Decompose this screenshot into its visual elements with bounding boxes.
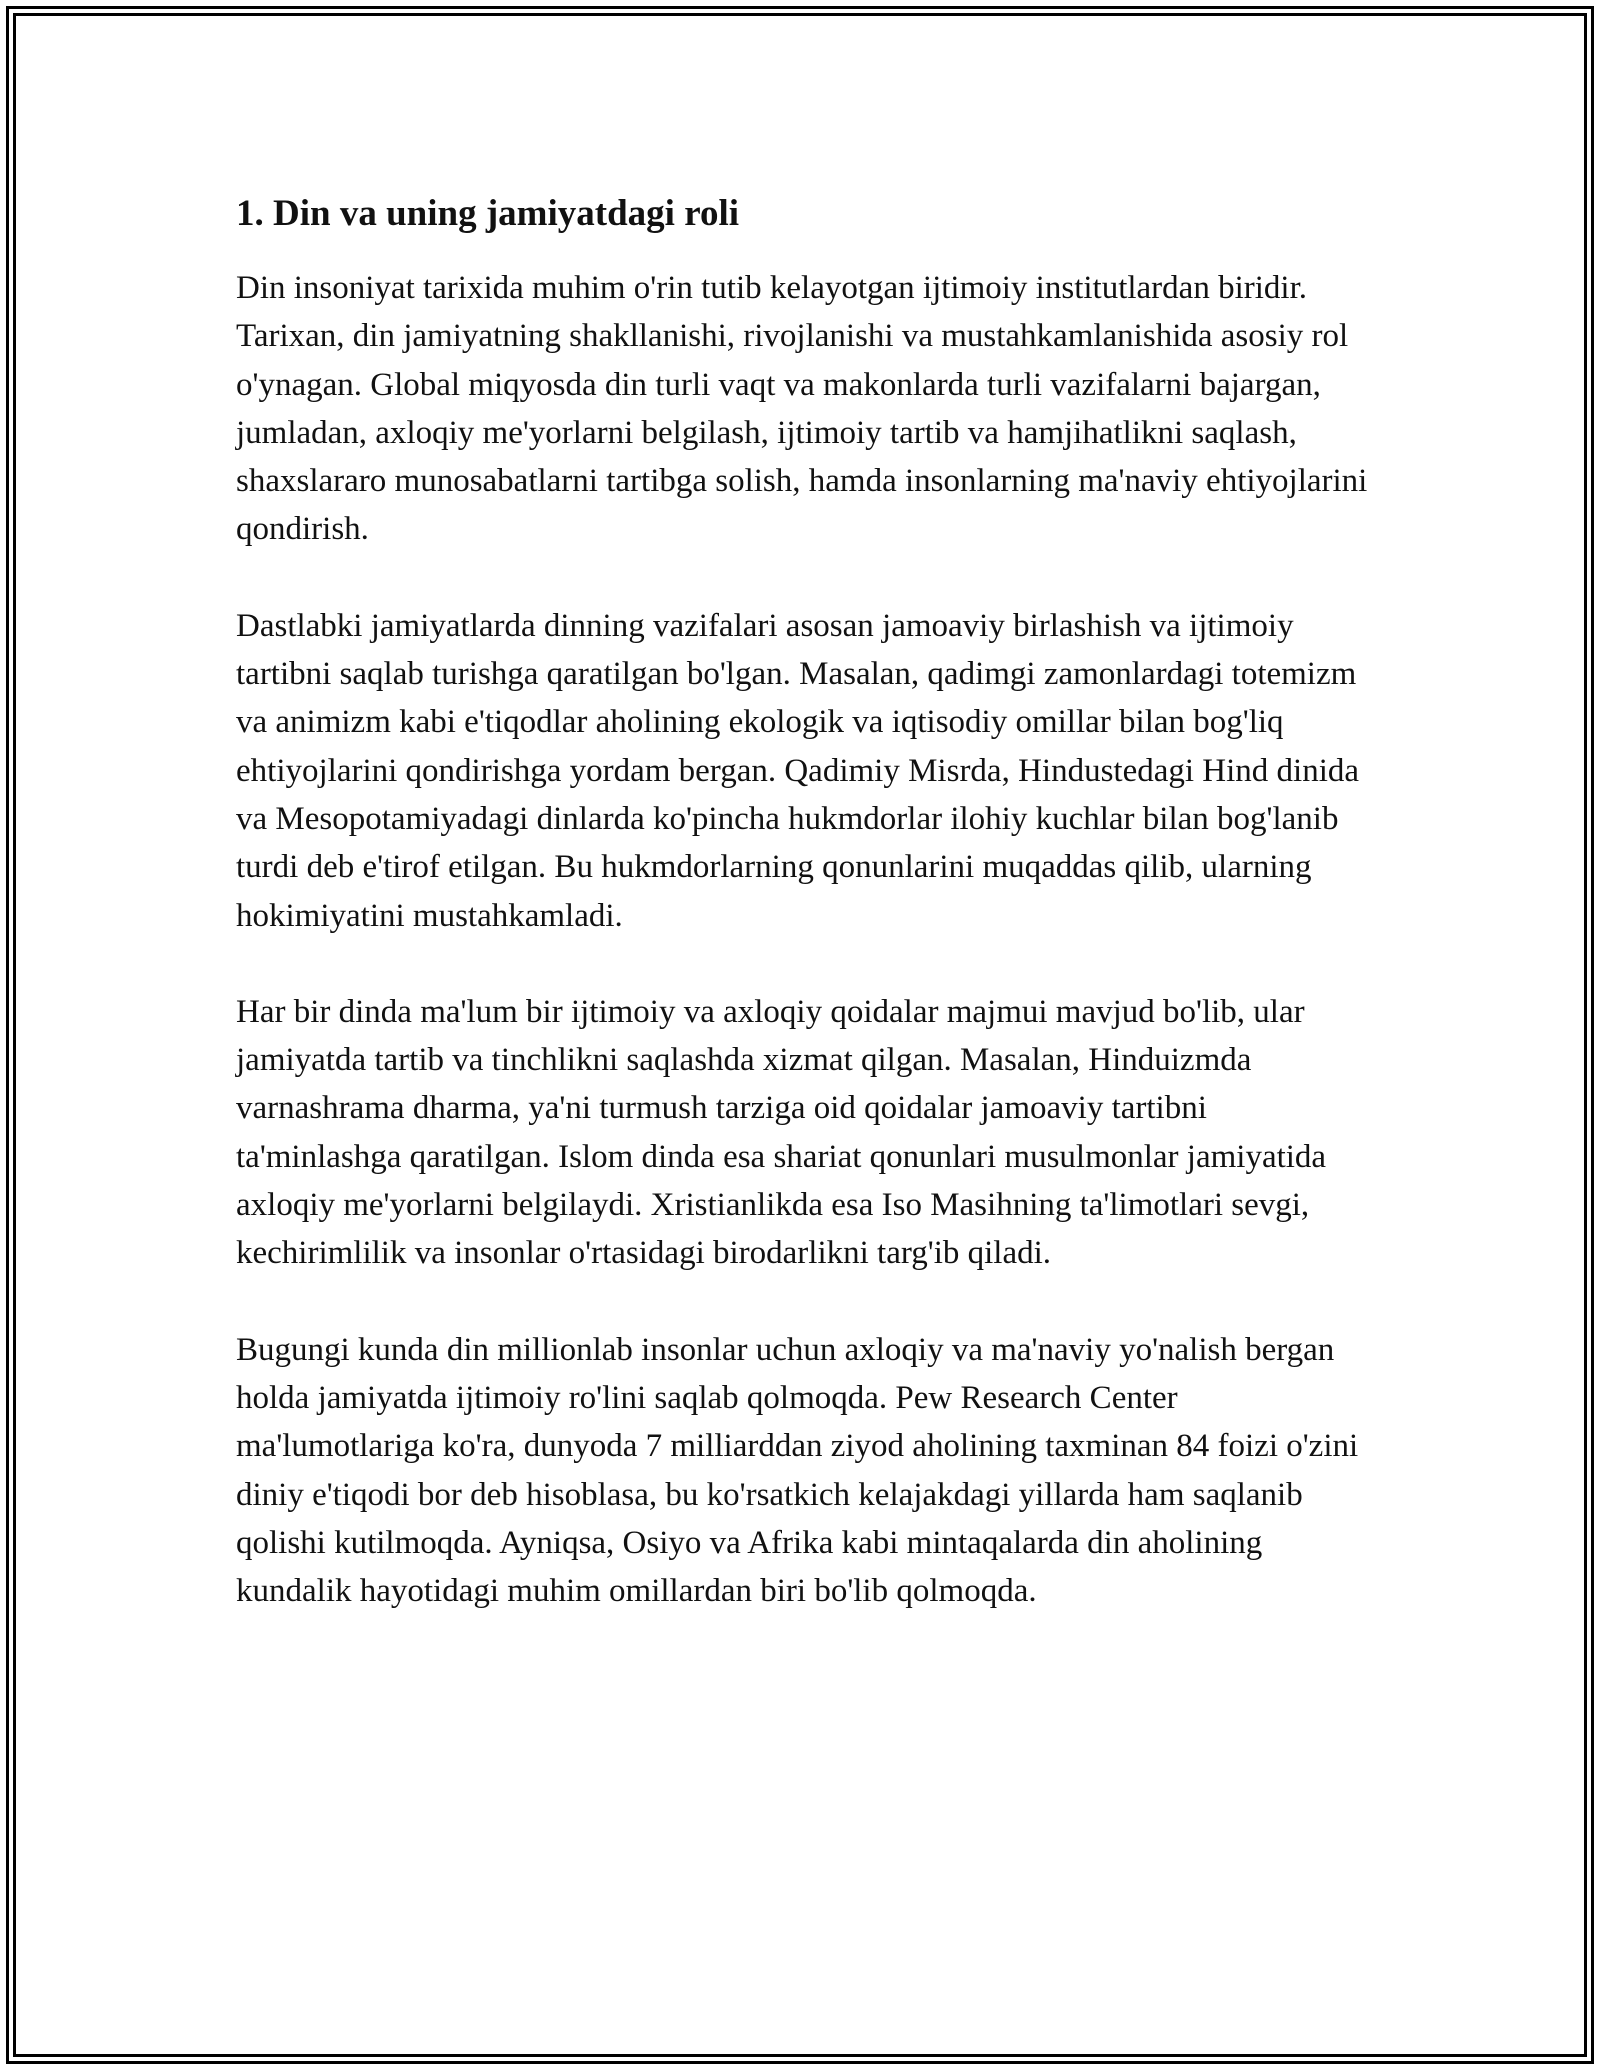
paragraph-1: Din insoniyat tarixida muhim o'rin tutib kelayotgan ijtimoiy institutlardan biridir. Tarixan, din jamiyatning shakllanishi, rivojlanishi va mustahkamlanishida asosiy rol o'ynagan. Global miqyosda din turli vaqt va makonlarda turli vazifalarni bajargan, jumladan, axloqiy me'yorlarni belgilash, ijtimoiy tartib va hamjihatlikni saqlash, shaxslararo munosabatlarni tartibga solish, hamda insonlarning ma'naviy ehtiyojlarini qondirish. [236, 270, 1368, 548]
paragraph-4: Bugungi kunda din millionlab insonlar uchun axloqiy va ma'naviy yo'nalish bergan holda jamiyatda ijtimoiy ro'lini saqlab qolmoqda. Pew Research Center ma'lumotlariga ko'ra, dunyoda 7 milliarddan ziyod aholining taxminan 84 foizi o'zini diniy e'tiqodi bor deb hisoblasa, bu ko'rsatkich kelajakdagi yillarda ham saqlanib qolishi kutilmoqda. Ayniqsa, Osiyo va Afrika kabi mintaqalarda din aholining kundalik hayotidagi muhim omillardan biri bo'lib qolmoqda. [236, 1331, 1359, 1610]
paragraph-2: Dastlabki jamiyatlarda dinning vazifalari asosan jamoaviy birlashish va ijtimoiy tartibni saqlab turishga qaratilgan bo'lgan. Masalan, qadimgi zamonlardagi totemizm va animizm kabi e'tiqodlar aholining ekologik va iqtisodiy omillar bilan bog'liq ehtiyojlarini qondirishga yordam bergan. Qadimiy Misrda, Hindustedagi Hind dinida va Mesopotamiyadagi dinlarda ko'pincha hukmdorlar ilohiy kuchlar bilan bog'lanib turdi deb e'tirof etilgan. Bu hukmdorlarning qonunlarini muqaddas qilib, ularning hokimiyatini mustahkamladi. [236, 607, 1360, 934]
paragraph-3: Har bir dinda ma'lum bir ijtimoiy va axloqiy qoidalar majmui mavjud bo'lib, ular jamiyatda tartib va tinchlikni saqlashda xizmat qilgan. Masalan, Hinduizmda varnashrama dharma, ya'ni turmush tarziga oid qoidalar jamoaviy tartibni ta'minlashga qaratilgan. Islom dinda esa shariat qonunlari musulmonlar jamiyatida axloqiy me'yorlarni belgilaydi. Xristianlikda esa Iso Masihning ta'limotlari sevgi, kechirimlilik va insonlar o'rtasidagi birodarlikni targ'ib qiladi. [236, 993, 1327, 1272]
section-heading: 1. Din va uning jamiyatdagi roli [236, 193, 740, 234]
document-body [236, 188, 1376, 1663]
